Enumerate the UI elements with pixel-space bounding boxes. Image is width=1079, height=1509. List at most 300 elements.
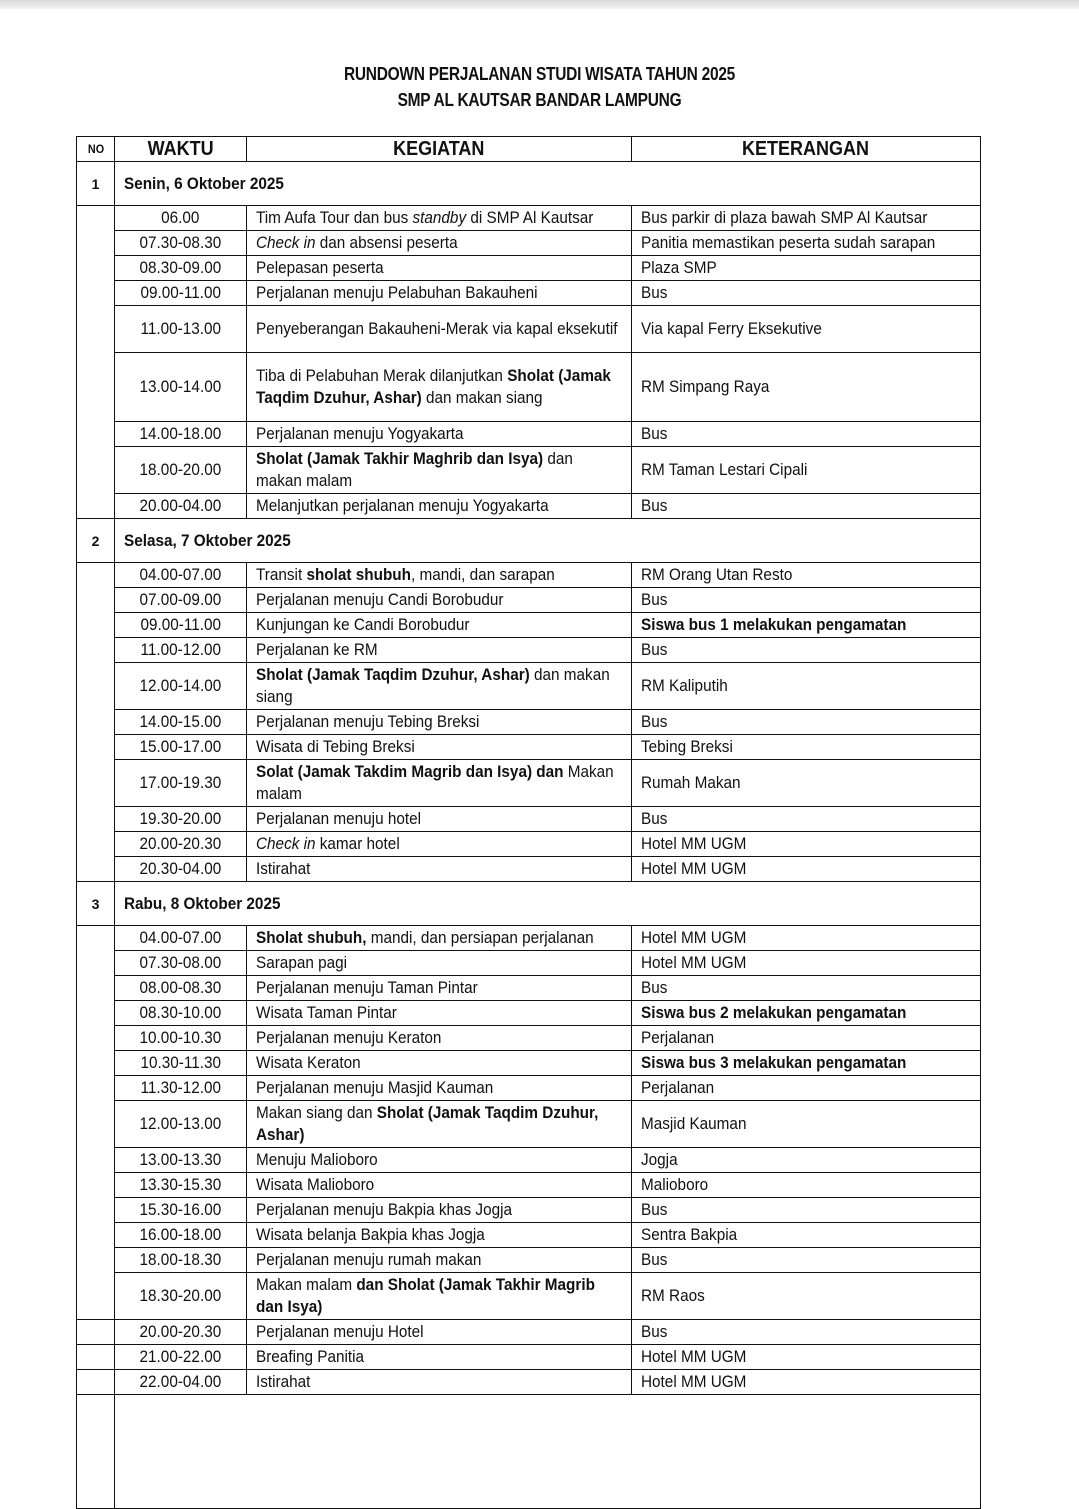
- keterangan-text: [641, 1346, 746, 1368]
- text-run: Bus: [641, 712, 668, 731]
- text-run: Bus: [641, 283, 668, 302]
- bold-text: Siswa bus 2 melakukan pengamatan: [641, 1003, 907, 1022]
- kegiatan-text: [256, 761, 622, 805]
- table-row: [77, 281, 981, 306]
- keterangan-text: [641, 376, 769, 398]
- no-empty-cell: [77, 1370, 115, 1395]
- bold-text: Solat (Jamak Takdim Magrib dan Isya) dan: [256, 762, 564, 781]
- text-run: RM Simpang Raya: [641, 377, 770, 396]
- waktu-value: 15.00-17.00: [139, 737, 222, 756]
- kegiatan-text: [256, 1149, 378, 1171]
- waktu-value: 13.00-14.00: [139, 377, 222, 396]
- kegiatan-cell: [247, 281, 632, 306]
- keterangan-text: [641, 423, 667, 445]
- keterangan-text: [641, 772, 741, 794]
- keterangan-cell: [632, 760, 981, 807]
- keterangan-cell: [632, 256, 981, 281]
- keterangan-text: [641, 952, 746, 974]
- text-run: Makan siang dan: [256, 1103, 377, 1122]
- table-row: [77, 494, 981, 519]
- waktu-value: 17.00-19.30: [139, 773, 222, 792]
- text-run: Bus: [641, 1250, 668, 1269]
- day-date-label: Senin, 6 Oktober 2025: [124, 173, 284, 193]
- kegiatan-text: [256, 1052, 361, 1074]
- keterangan-text: [641, 1321, 667, 1343]
- bold-text: dan Sholat (Jamak Takhir Magrib dan Isya): [256, 1275, 595, 1316]
- kegiatan-text: [256, 232, 458, 254]
- waktu-value: 08.00-08.30: [139, 978, 222, 997]
- keterangan-text: [641, 1027, 714, 1049]
- day-header-row: [77, 519, 981, 563]
- keterangan-cell: [632, 563, 981, 588]
- waktu-value: 15.30-16.00: [139, 1200, 222, 1219]
- text-run: Penyeberangan Bakauheni-Merak via kapal eksekutif: [256, 319, 618, 338]
- kegiatan-cell: [247, 832, 632, 857]
- day-date: [115, 519, 981, 563]
- keterangan-cell: [632, 231, 981, 256]
- table-row: [77, 710, 981, 735]
- keterangan-cell: [632, 422, 981, 447]
- text-run: Perjalanan menuju Pelabuhan Bakauheni: [256, 283, 538, 302]
- waktu-value: 09.00-11.00: [140, 615, 221, 634]
- waktu-cell: [115, 663, 247, 710]
- keterangan-text: [641, 1174, 708, 1196]
- kegiatan-text: [256, 833, 400, 855]
- table-row: [77, 306, 981, 353]
- keterangan-text: [641, 639, 667, 661]
- waktu-cell: [115, 281, 247, 306]
- keterangan-cell: [632, 1051, 981, 1076]
- document-subtitle: SMP AL KAUTSAR BANDAR LAMPUNG: [397, 90, 682, 110]
- keterangan-cell: [632, 306, 981, 353]
- table-row: [77, 857, 981, 882]
- waktu-cell: [115, 1273, 247, 1320]
- waktu-cell: [115, 710, 247, 735]
- text-run: Perjalanan menuju rumah makan: [256, 1250, 482, 1269]
- bold-text: Siswa bus 1 melakukan pengamatan: [641, 615, 907, 634]
- table-row: [77, 807, 981, 832]
- kegiatan-text: [256, 207, 593, 229]
- waktu-value: 14.00-18.00: [139, 424, 222, 443]
- kegiatan-cell: [247, 1001, 632, 1026]
- keterangan-cell: [632, 832, 981, 857]
- keterangan-cell: [632, 206, 981, 231]
- text-run: Jogja: [641, 1150, 678, 1169]
- kegiatan-cell: [247, 206, 632, 231]
- waktu-cell: [115, 256, 247, 281]
- keterangan-cell: [632, 1370, 981, 1395]
- waktu-cell: [115, 1345, 247, 1370]
- kegiatan-cell: [247, 447, 632, 494]
- text-run: Hotel MM UGM: [641, 834, 747, 853]
- kegiatan-cell: [247, 1148, 632, 1173]
- day-date-label: Selasa, 7 Oktober 2025: [124, 530, 291, 550]
- keterangan-cell: [632, 638, 981, 663]
- waktu-cell: [115, 206, 247, 231]
- waktu-cell: [115, 306, 247, 353]
- waktu-value: 18.30-20.00: [139, 1286, 222, 1305]
- text-run: Hotel MM UGM: [641, 928, 747, 947]
- text-run: Wisata Malioboro: [256, 1175, 375, 1194]
- header-waktu: [115, 137, 247, 162]
- table-row: [77, 1173, 981, 1198]
- text-run: Hotel MM UGM: [641, 1372, 747, 1391]
- bold-text: Sholat (Jamak Taqdim Dzuhur, Ashar): [256, 665, 530, 684]
- text-run: Perjalanan: [641, 1028, 715, 1047]
- text-run: , mandi, dan sarapan: [410, 565, 555, 584]
- keterangan-cell: [632, 281, 981, 306]
- kegiatan-text: [256, 365, 622, 409]
- text-run: Bus: [641, 1200, 668, 1219]
- keterangan-text: [641, 1077, 714, 1099]
- table-row: [77, 1320, 981, 1345]
- keterangan-text: [641, 614, 906, 636]
- keterangan-text: [641, 927, 746, 949]
- text-run: kamar hotel: [315, 834, 400, 853]
- text-run: Rumah Makan: [641, 773, 741, 792]
- bold-text: sholat shubuh: [306, 565, 411, 584]
- kegiatan-cell: [247, 710, 632, 735]
- table-row: [77, 1101, 981, 1148]
- waktu-value: 08.30-09.00: [139, 258, 222, 277]
- kegiatan-cell: [247, 1248, 632, 1273]
- table-row: [77, 1001, 981, 1026]
- keterangan-cell: [632, 663, 981, 710]
- text-run: Tim Aufa Tour dan bus: [256, 208, 413, 227]
- text-run: Makan malam: [256, 1275, 357, 1294]
- text-run: Bus: [641, 640, 668, 659]
- keterangan-text: [641, 1371, 746, 1393]
- no-merged-cell: [77, 206, 115, 519]
- waktu-value: 11.30-12.00: [140, 1078, 221, 1097]
- text-run: Pelepasan peserta: [256, 258, 384, 277]
- keterangan-text: [641, 495, 667, 517]
- text-run: Wisata di Tebing Breksi: [256, 737, 415, 756]
- text-run: Bus: [641, 1322, 668, 1341]
- waktu-cell: [115, 494, 247, 519]
- waktu-cell: [115, 1148, 247, 1173]
- waktu-value: 12.00-13.00: [139, 1114, 222, 1133]
- waktu-value: 07.30-08.00: [139, 953, 222, 972]
- keterangan-text: [641, 1052, 906, 1074]
- table-header-row: [77, 137, 981, 162]
- day-date: [115, 882, 981, 926]
- text-run: Panitia memastikan peserta sudah sarapan: [641, 233, 936, 252]
- table-row: [77, 613, 981, 638]
- kegiatan-text: [256, 639, 378, 661]
- table-row: [77, 832, 981, 857]
- table-row: [77, 1273, 981, 1320]
- kegiatan-text: [256, 564, 555, 586]
- keterangan-text: [641, 207, 927, 229]
- kegiatan-cell: [247, 1345, 632, 1370]
- table-row: [77, 1026, 981, 1051]
- keterangan-text: [641, 589, 667, 611]
- text-run: Perjalanan menuju Candi Borobudur: [256, 590, 504, 609]
- italic-text: standby: [412, 208, 467, 227]
- waktu-cell: [115, 807, 247, 832]
- table-row: [77, 663, 981, 710]
- kegiatan-text: [256, 1274, 622, 1318]
- text-run: dan makan malam: [256, 449, 573, 490]
- day-number: 3: [77, 882, 115, 926]
- kegiatan-cell: [247, 857, 632, 882]
- kegiatan-cell: [247, 638, 632, 663]
- table-row: [77, 422, 981, 447]
- kegiatan-text: [256, 1174, 374, 1196]
- table-row: [77, 231, 981, 256]
- text-run: Bus: [641, 809, 668, 828]
- kegiatan-text: [256, 495, 549, 517]
- keterangan-cell: [632, 1173, 981, 1198]
- kegiatan-cell: [247, 760, 632, 807]
- keterangan-text: [641, 1149, 678, 1171]
- keterangan-text: [641, 564, 792, 586]
- keterangan-text: [641, 808, 667, 830]
- table-row: [77, 588, 981, 613]
- kegiatan-text: [256, 1224, 485, 1246]
- kegiatan-text: [256, 282, 538, 304]
- waktu-cell: [115, 638, 247, 663]
- waktu-cell: [115, 832, 247, 857]
- waktu-value: 11.00-13.00: [140, 319, 221, 338]
- empty-content-cell: [115, 1395, 981, 1509]
- keterangan-cell: [632, 447, 981, 494]
- waktu-value: 20.00-20.30: [139, 1322, 222, 1341]
- waktu-cell: [115, 857, 247, 882]
- waktu-cell: [115, 1370, 247, 1395]
- kegiatan-cell: [247, 256, 632, 281]
- kegiatan-text: [256, 977, 478, 999]
- keterangan-cell: [632, 710, 981, 735]
- header-no-label: NO: [87, 142, 104, 156]
- waktu-cell: [115, 1320, 247, 1345]
- kegiatan-text: [256, 614, 470, 636]
- keterangan-cell: [632, 1273, 981, 1320]
- table-row: [77, 1370, 981, 1395]
- text-run: dan makan siang: [256, 665, 610, 706]
- kegiatan-text: [256, 736, 415, 758]
- waktu-cell: [115, 926, 247, 951]
- text-run: Perjalanan menuju Hotel: [256, 1322, 424, 1341]
- kegiatan-text: [256, 664, 622, 708]
- text-run: Perjalanan menuju Taman Pintar: [256, 978, 478, 997]
- keterangan-text: [641, 257, 717, 279]
- kegiatan-cell: [247, 422, 632, 447]
- waktu-value: 18.00-18.30: [139, 1250, 222, 1269]
- kegiatan-text: [256, 1077, 493, 1099]
- text-run: Makan malam: [256, 762, 614, 803]
- waktu-value: 20.00-20.30: [139, 834, 222, 853]
- kegiatan-text: [256, 448, 622, 492]
- keterangan-text: [641, 858, 746, 880]
- table-row: [77, 1223, 981, 1248]
- kegiatan-cell: [247, 588, 632, 613]
- waktu-cell: [115, 588, 247, 613]
- keterangan-cell: [632, 494, 981, 519]
- waktu-cell: [115, 1198, 247, 1223]
- waktu-cell: [115, 1223, 247, 1248]
- waktu-cell: [115, 353, 247, 422]
- keterangan-text: [641, 977, 667, 999]
- keterangan-text: [641, 232, 935, 254]
- waktu-cell: [115, 447, 247, 494]
- table-row: [77, 1051, 981, 1076]
- text-run: Perjalanan menuju Tebing Breksi: [256, 712, 480, 731]
- bold-text: Siswa bus 3 melakukan pengamatan: [641, 1053, 907, 1072]
- waktu-value: 20.00-04.00: [139, 496, 222, 515]
- waktu-value: 12.00-14.00: [139, 676, 222, 695]
- text-run: Bus parkir di plaza bawah SMP Al Kautsar: [641, 208, 928, 227]
- text-run: Bus: [641, 424, 668, 443]
- text-run: RM Kaliputih: [641, 676, 728, 695]
- day-date: [115, 162, 981, 206]
- table-row: [77, 638, 981, 663]
- keterangan-text: [641, 1002, 906, 1024]
- table-row: [77, 951, 981, 976]
- keterangan-text: [641, 1285, 705, 1307]
- keterangan-text: [641, 833, 746, 855]
- text-run: Bus: [641, 496, 668, 515]
- waktu-cell: [115, 1101, 247, 1148]
- kegiatan-cell: [247, 494, 632, 519]
- table-row: [77, 1076, 981, 1101]
- no-empty-cell: [77, 1345, 115, 1370]
- waktu-cell: [115, 1076, 247, 1101]
- keterangan-cell: [632, 1148, 981, 1173]
- keterangan-cell: [632, 1223, 981, 1248]
- waktu-value: 04.00-07.00: [139, 565, 222, 584]
- text-run: Wisata belanja Bakpia khas Jogja: [256, 1225, 485, 1244]
- text-run: Perjalanan menuju Yogyakarta: [256, 424, 464, 443]
- table-row: [77, 563, 981, 588]
- table-row: [77, 760, 981, 807]
- italic-text: Check in: [256, 233, 316, 252]
- kegiatan-text: [256, 318, 622, 340]
- text-run: RM Orang Utan Resto: [641, 565, 793, 584]
- text-run: Tiba di Pelabuhan Merak dilanjutkan: [256, 366, 508, 385]
- waktu-cell: [115, 1173, 247, 1198]
- waktu-cell: [115, 613, 247, 638]
- waktu-cell: [115, 1051, 247, 1076]
- header-waktu-label: WAKTU: [147, 138, 214, 160]
- header-keterangan: [632, 137, 981, 162]
- header-no: [77, 137, 115, 162]
- waktu-value: 13.00-13.30: [139, 1150, 222, 1169]
- table-row: [77, 353, 981, 422]
- table-body: [77, 162, 981, 1509]
- kegiatan-cell: [247, 951, 632, 976]
- table-row: [77, 926, 981, 951]
- kegiatan-cell: [247, 1320, 632, 1345]
- viewer-top-edge: [0, 0, 1079, 9]
- text-run: Malioboro: [641, 1175, 709, 1194]
- kegiatan-text: [256, 1199, 512, 1221]
- day-date-label: Rabu, 8 Oktober 2025: [124, 893, 281, 913]
- keterangan-text: [641, 1249, 667, 1271]
- waktu-cell: [115, 1248, 247, 1273]
- keterangan-cell: [632, 926, 981, 951]
- text-run: Kunjungan ke Candi Borobudur: [256, 615, 470, 634]
- day-number: 1: [77, 162, 115, 206]
- waktu-cell: [115, 735, 247, 760]
- kegiatan-cell: [247, 563, 632, 588]
- empty-row: [77, 1395, 981, 1509]
- waktu-value: 10.00-10.30: [139, 1028, 222, 1047]
- text-run: Hotel MM UGM: [641, 953, 747, 972]
- text-run: Melanjutkan perjalanan menuju Yogyakarta: [256, 496, 549, 515]
- keterangan-cell: [632, 1320, 981, 1345]
- kegiatan-cell: [247, 353, 632, 422]
- keterangan-cell: [632, 1345, 981, 1370]
- kegiatan-text: [256, 257, 384, 279]
- kegiatan-cell: [247, 807, 632, 832]
- kegiatan-cell: [247, 231, 632, 256]
- keterangan-cell: [632, 353, 981, 422]
- keterangan-cell: [632, 1001, 981, 1026]
- waktu-value: 14.00-15.00: [139, 712, 222, 731]
- text-run: Perjalanan menuju Masjid Kauman: [256, 1078, 494, 1097]
- text-run: Wisata Keraton: [256, 1053, 361, 1072]
- waktu-cell: [115, 422, 247, 447]
- table-row: [77, 735, 981, 760]
- kegiatan-text: [256, 927, 594, 949]
- kegiatan-cell: [247, 663, 632, 710]
- kegiatan-text: [256, 952, 347, 974]
- text-run: Sentra Bakpia: [641, 1225, 738, 1244]
- waktu-value: 07.00-09.00: [139, 590, 222, 609]
- day-header-row: [77, 882, 981, 926]
- keterangan-cell: [632, 1198, 981, 1223]
- text-run: Wisata Taman Pintar: [256, 1003, 397, 1022]
- keterangan-cell: [632, 1101, 981, 1148]
- text-run: dan absensi peserta: [315, 233, 458, 252]
- kegiatan-text: [256, 808, 421, 830]
- header-kegiatan-label: KEGIATAN: [393, 138, 485, 160]
- text-run: dan makan siang: [421, 388, 543, 407]
- text-run: Hotel MM UGM: [641, 1347, 747, 1366]
- kegiatan-cell: [247, 1076, 632, 1101]
- waktu-value: 16.00-18.00: [139, 1225, 222, 1244]
- text-run: RM Taman Lestari Cipali: [641, 460, 808, 479]
- text-run: Tebing Breksi: [641, 737, 733, 756]
- waktu-value: 11.00-12.00: [140, 640, 221, 659]
- text-run: RM Raos: [641, 1286, 705, 1305]
- text-run: Perjalanan: [641, 1078, 715, 1097]
- text-run: Transit: [256, 565, 307, 584]
- kegiatan-text: [256, 1027, 441, 1049]
- waktu-value: 07.30-08.30: [139, 233, 222, 252]
- waktu-value: 06.00: [161, 208, 200, 227]
- text-run: Istirahat: [256, 859, 311, 878]
- keterangan-cell: [632, 857, 981, 882]
- bold-text: Sholat (Jamak Taqdim Dzuhur, Ashar): [256, 366, 611, 407]
- header-keterangan-label: KETERANGAN: [742, 138, 870, 160]
- waktu-cell: [115, 1001, 247, 1026]
- bold-text: Sholat (Jamak Taqdim Dzuhur, Ashar): [256, 1103, 599, 1144]
- keterangan-cell: [632, 1248, 981, 1273]
- kegiatan-text: [256, 1002, 397, 1024]
- keterangan-text: [641, 1113, 746, 1135]
- kegiatan-cell: [247, 1173, 632, 1198]
- day-header-row: [77, 162, 981, 206]
- table-row: [77, 256, 981, 281]
- keterangan-text: [641, 318, 822, 340]
- kegiatan-text: [256, 1371, 310, 1393]
- keterangan-text: [641, 736, 733, 758]
- text-run: Bus: [641, 590, 668, 609]
- waktu-cell: [115, 231, 247, 256]
